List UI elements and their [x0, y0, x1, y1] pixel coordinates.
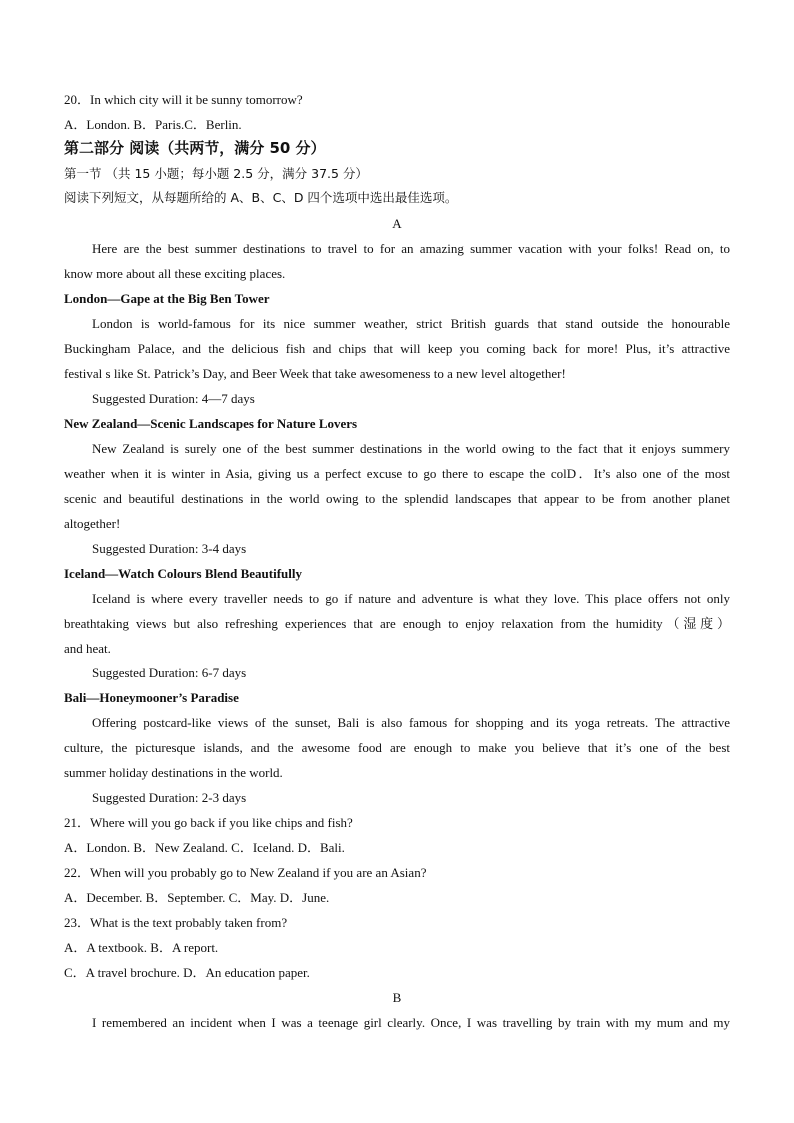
question-22-options: A．December. B．September. C．May. D．June.	[64, 890, 330, 905]
question-20-stem: 20．In which city will it be sunny tomorrow?	[64, 92, 303, 107]
passage-b-letter: B	[392, 990, 402, 1005]
question-23-options: A．A textbook. B．A report.	[64, 940, 219, 955]
question-21-stem: 21．Where will you go back if you like chips and fish?	[64, 815, 353, 830]
question-20-options: A．London. B．Paris.C．Berlin.	[64, 117, 242, 132]
london-body-line: festival s like St. Patrick’s Day, and Beer Week that take awesomeness to a new level altogether!	[64, 366, 566, 381]
question-21-options: A．London. B．New Zealand. C．Iceland. D．Bali.	[64, 840, 345, 855]
london-duration: Suggested Duration: 4—7 days	[92, 391, 255, 406]
passage-a-intro-line: Here are the best summer destinations to travel to for an amazing summer vacation with your folks! Read on, to	[92, 241, 730, 256]
new-zealand-body-line: New Zealand is surely one of the best summer destinations in the world owing to the fact that it enjoys summery	[92, 441, 730, 456]
bali-heading: Bali—Honeymooner’s Paradise	[64, 690, 239, 705]
new-zealand-duration: Suggested Duration: 3-4 days	[92, 541, 247, 556]
bali-body-line: culture, the picturesque islands, and the awesome food are enough to make you believe that it’s one of the best	[64, 740, 730, 755]
question-23-stem: 23．What is the text probably taken from?	[64, 915, 288, 930]
passage-a-letter: A	[392, 216, 402, 231]
iceland-heading: Iceland—Watch Colours Blend Beautifully	[64, 566, 302, 581]
question-23-options: C．A travel brochure. D．An education paper.	[64, 965, 310, 980]
question-22-stem: 22．When will you probably go to New Zealand if you are an Asian?	[64, 865, 427, 880]
new-zealand-body-line: altogether!	[64, 516, 121, 531]
bali-duration: Suggested Duration: 2-3 days	[92, 790, 247, 805]
new-zealand-body-line: weather when it is winter in Asia, giving us a perfect excuse to go there to escape the colD．It’s also one of the most	[64, 466, 730, 481]
iceland-body-line: breathtaking views but also refreshing experiences that are enough to enjoy relaxation from the humidity（湿度）	[64, 616, 730, 631]
new-zealand-body-line: scenic and beautiful destinations in the world owing to the splendid landscapes that appear to be from another planet	[64, 491, 730, 506]
reading-instruction: 阅读下列短文，从每题所给的 A、B、C、D 四个选项中选出最佳选项。	[64, 190, 458, 205]
london-body-line: London is world-famous for its nice summer weather, strict British guards that stand outside the honourable	[92, 316, 730, 331]
london-heading: London—Gape at the Big Ben Tower	[64, 291, 270, 306]
section-one-heading: 第一节 （共 15 小题；每小题 2.5 分，满分 37.5 分）	[64, 166, 368, 181]
passage-a-intro-line: know more about all these exciting places.	[64, 266, 286, 281]
iceland-duration: Suggested Duration: 6-7 days	[92, 665, 247, 680]
iceland-body-line: Iceland is where every traveller needs to go if nature and adventure is what they love. This place offers not only	[92, 591, 730, 606]
passage-b-first-line: I remembered an incident when I was a teenage girl clearly. Once, I was travelling by train with my mum and my	[92, 1015, 730, 1030]
iceland-body-line: and heat.	[64, 641, 111, 656]
bali-body-line: Offering postcard-like views of the sunset, Bali is also famous for shopping and its yoga retreats. The attractive	[92, 715, 730, 730]
london-body-line: Buckingham Palace, and the delicious fish and chips that will keep you coming back for more! Plus, it’s attractive	[64, 341, 730, 356]
bali-body-line: summer holiday destinations in the world.	[64, 765, 283, 780]
new-zealand-heading: New Zealand—Scenic Landscapes for Nature Lovers	[64, 416, 358, 431]
part-two-heading: 第二部分 阅读（共两节，满分 50 分）	[64, 139, 326, 157]
